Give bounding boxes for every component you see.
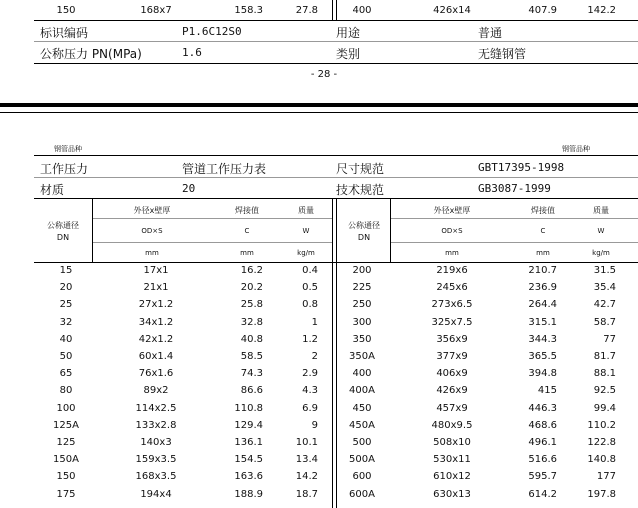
weld-cell: 344.3 [528,334,557,345]
dn-cell: 450 [352,403,372,414]
od-cell: 219x6 [436,265,468,276]
mass-cell: 99.4 [593,403,616,414]
od-cell: 168x7 [140,5,172,16]
od-cell: 34x1.2 [138,317,174,328]
dn-cell: 500 [352,437,372,448]
weld-cell: 496.1 [528,437,557,448]
weld-cell: 86.6 [240,385,263,396]
mass-header: 质量 [593,206,609,215]
mass-cell: 9 [311,420,318,431]
weld-symbol: C [244,227,250,235]
weld-cell: 415 [537,385,557,396]
od-cell: 610x12 [433,471,471,482]
mass-cell: 6.9 [302,403,318,414]
use-value: 普通 [478,26,503,40]
weld-header: 焊接值 [235,206,259,215]
mass-cell: 81.7 [593,351,616,362]
mass-unit: kg/m [297,249,315,257]
mass-header: 质量 [298,206,314,215]
od-cell: 426x14 [433,5,471,16]
weld-cell: 446.3 [528,403,557,414]
od-cell: 60x1.4 [138,351,174,362]
od-cell: 159x3.5 [135,454,177,465]
od-cell: 325x7.5 [431,317,473,328]
mass-cell: 1 [311,317,318,328]
mass-cell: 42.7 [593,299,616,310]
mass-cell: 58.7 [593,317,616,328]
corner-label-right: 钢管品种 [562,145,590,153]
weld-cell: 407.9 [528,5,557,16]
weld-cell: 394.8 [528,368,557,379]
od-header: 外径x壁厚 [133,206,171,215]
tech-spec-label: 技术规范 [336,183,385,197]
id-code-value: P1.6C12S0 [182,25,242,38]
od-unit: mm [445,249,459,257]
dn-cell: 50 [59,351,73,362]
od-cell: 194x4 [140,489,172,500]
size-spec-label: 尺寸规范 [336,162,385,176]
dn-cell: 65 [59,368,73,379]
od-cell: 426x9 [436,385,468,396]
dn-cell: 20 [59,282,73,293]
work-pressure-label: 工作压力 [40,162,89,176]
dn-cell: 450A [349,420,375,431]
od-symbol: OD×S [441,227,463,235]
mass-cell: 14.2 [295,471,318,482]
od-header: 外径x壁厚 [433,206,471,215]
category-value: 无缝钢管 [478,47,527,61]
od-cell: 356x9 [436,334,468,345]
weld-cell: 188.9 [234,489,263,500]
weld-cell: 154.5 [234,454,263,465]
tech-spec-value: GB3087-1999 [478,182,551,195]
od-cell: 377x9 [436,351,468,362]
weld-unit: mm [240,249,254,257]
od-cell: 273x6.5 [431,299,473,310]
dn-cell: 350 [352,334,372,345]
mass-cell: 77 [603,334,616,345]
weld-cell: 58.5 [240,351,263,362]
weld-cell: 210.7 [528,265,557,276]
weld-cell: 614.2 [528,489,557,500]
dn-cell: 150A [53,454,79,465]
mass-cell: 27.8 [295,5,318,16]
dn-cell: 400 [352,5,372,16]
mass-cell: 142.2 [587,5,616,16]
weld-cell: 595.7 [528,471,557,482]
weld-unit: mm [536,249,550,257]
mass-cell: 122.8 [587,437,616,448]
weld-cell: 236.9 [528,282,557,293]
dn-cell: 15 [59,265,73,276]
use-label: 用途 [336,26,361,40]
od-cell: 42x1.2 [138,334,174,345]
mass-cell: 10.1 [295,437,318,448]
od-cell: 480x9.5 [431,420,473,431]
dn-cell: 40 [59,334,73,345]
weld-header: 焊接值 [531,206,555,215]
od-cell: 630x13 [433,489,471,500]
weld-cell: 365.5 [528,351,557,362]
weld-cell: 264.4 [528,299,557,310]
weld-cell: 158.3 [234,5,263,16]
nominal-pressure-label: 公称压力 PN(MPa) [40,47,142,61]
dn-cell: 80 [59,385,73,396]
category-label: 类别 [336,47,361,61]
mass-cell: 2 [311,351,318,362]
page-number: - 28 - [310,69,338,80]
mass-cell: 177 [596,471,616,482]
dn-header: 公称通径 [47,221,79,230]
od-cell: 168x3.5 [135,471,177,482]
dn-cell: 175 [56,489,76,500]
weld-cell: 40.8 [240,334,263,345]
od-cell: 76x1.6 [138,368,174,379]
page-divider [0,103,638,107]
dn-header-sub: DN [357,233,371,242]
dn-cell: 250 [352,299,372,310]
od-cell: 133x2.8 [135,420,177,431]
od-cell: 406x9 [436,368,468,379]
od-cell: 530x11 [433,454,471,465]
weld-cell: 136.1 [234,437,263,448]
mass-cell: 92.5 [593,385,616,396]
material-label: 材质 [40,183,65,197]
dn-cell: 600A [349,489,375,500]
od-cell: 17x1 [143,265,169,276]
mass-cell: 110.2 [587,420,616,431]
mass-cell: 4.3 [302,385,318,396]
od-symbol: OD×S [141,227,163,235]
material-value: 20 [182,182,196,195]
dn-cell: 32 [59,317,73,328]
size-spec-value: GBT17395-1998 [478,161,565,174]
dn-cell: 200 [352,265,372,276]
od-cell: 21x1 [143,282,169,293]
weld-cell: 25.8 [240,299,263,310]
mass-cell: 0.8 [302,299,318,310]
weld-cell: 315.1 [528,317,557,328]
od-cell: 27x1.2 [138,299,174,310]
dn-cell: 400 [352,368,372,379]
weld-cell: 516.6 [528,454,557,465]
weld-cell: 74.3 [240,368,263,379]
mass-cell: 18.7 [295,489,318,500]
mass-cell: 88.1 [593,368,616,379]
od-cell: 114x2.5 [135,403,177,414]
od-cell: 245x6 [436,282,468,293]
dn-cell: 125 [56,437,76,448]
mass-cell: 31.5 [593,265,616,276]
dn-cell: 25 [59,299,73,310]
mass-cell: 140.8 [587,454,616,465]
dn-cell: 600 [352,471,372,482]
mass-cell: 0.4 [302,265,318,276]
mass-cell: 35.4 [593,282,616,293]
od-unit: mm [145,249,159,257]
dn-cell: 150 [56,5,76,16]
table-title: 管道工作压力表 [182,162,267,176]
id-code-label: 标识编码 [40,26,89,40]
dn-cell: 100 [56,403,76,414]
corner-label-left: 钢管品种 [54,145,82,153]
mass-symbol: W [597,227,605,235]
mass-cell: 13.4 [295,454,318,465]
page-divider-thin [0,112,638,113]
dn-cell: 350A [349,351,375,362]
mass-cell: 2.9 [302,368,318,379]
weld-cell: 468.6 [528,420,557,431]
mass-cell: 0.5 [302,282,318,293]
weld-cell: 32.8 [240,317,263,328]
dn-cell: 500A [349,454,375,465]
weld-cell: 16.2 [240,265,263,276]
weld-symbol: C [540,227,546,235]
mass-cell: 1.2 [302,334,318,345]
od-cell: 457x9 [436,403,468,414]
od-cell: 508x10 [433,437,471,448]
weld-cell: 163.6 [234,471,263,482]
dn-cell: 225 [352,282,372,293]
mass-cell: 197.8 [587,489,616,500]
dn-header-sub: DN [56,233,70,242]
dn-cell: 150 [56,471,76,482]
mass-symbol: W [302,227,310,235]
nominal-pressure-value: 1.6 [182,46,202,59]
od-cell: 140x3 [140,437,172,448]
od-cell: 89x2 [143,385,169,396]
dn-cell: 300 [352,317,372,328]
weld-cell: 129.4 [234,420,263,431]
dn-cell: 400A [349,385,375,396]
weld-cell: 110.8 [234,403,263,414]
weld-cell: 20.2 [240,282,263,293]
dn-cell: 125A [53,420,79,431]
dn-header: 公称通径 [348,221,380,230]
mass-unit: kg/m [592,249,610,257]
